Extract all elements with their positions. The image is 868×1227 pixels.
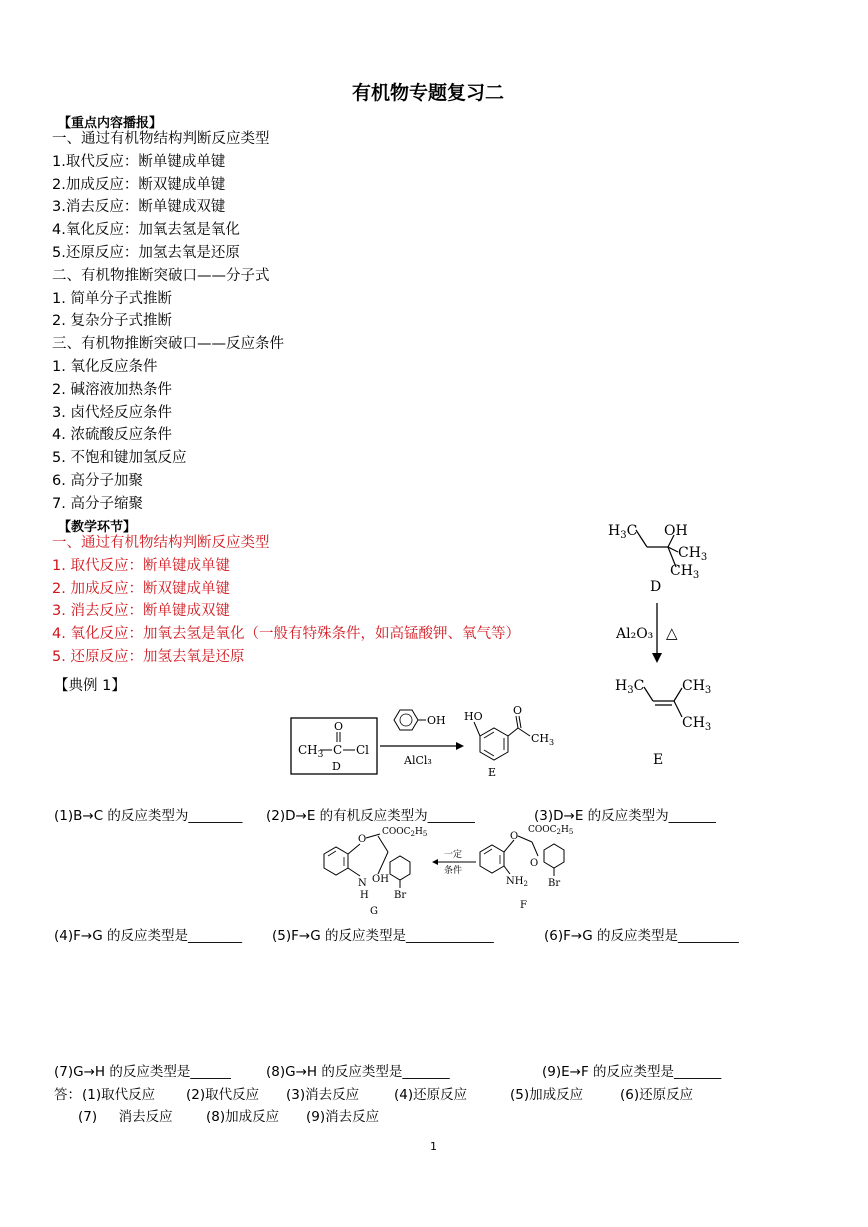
page-number: 1: [430, 1140, 437, 1153]
e-bond: [674, 701, 682, 717]
condition-bottom: 条件: [444, 866, 463, 876]
f-ketone-o-label: O: [530, 858, 539, 869]
condition-heat: △: [666, 624, 678, 642]
answer-3: (3)消去反应: [286, 1087, 360, 1103]
o-label: O: [334, 720, 344, 733]
cl-label: Cl: [356, 743, 370, 757]
teaching-line: 3. 消去反应：断单键成双键: [52, 603, 230, 620]
condition-alcl3: AlCl₃: [404, 754, 432, 767]
teaching-line: 1. 取代反应：断单键成单键: [52, 557, 230, 574]
question-5: (5)F→G 的反应类型是_____________: [272, 928, 494, 944]
g-n-label: N: [358, 878, 367, 889]
product-ch3-label: $CH_3$: [531, 732, 555, 747]
f-ester-label: $COOC_2H_5$: [528, 825, 574, 836]
ch3-label: $CH_3$: [298, 743, 324, 760]
g-br-label: Br: [394, 890, 407, 901]
key-point-line: 三、有机物推断突破口——反应条件: [52, 336, 284, 353]
key-point-line: 1.取代反应：断单键成单键: [52, 153, 226, 170]
condition-al2o3: Al₂O₃: [616, 626, 654, 642]
key-points-list: [52, 129, 284, 517]
teaching-line: 2. 加成反应：断双键成单键: [52, 580, 230, 597]
e-h3c-label: $H_3C$: [615, 678, 645, 696]
question-4: (4)F→G 的反应类型是________: [54, 928, 242, 944]
d-h3c-label: $H_3C$: [608, 523, 638, 541]
d-oh-label: OH: [664, 523, 688, 539]
product-label-e: E: [488, 766, 497, 779]
arrow-head-icon: [432, 859, 438, 865]
reaction-d-to-e-diagram: [600, 515, 720, 775]
c-label: C: [333, 743, 343, 757]
label-e: E: [653, 752, 664, 768]
question-1: (1)B→C 的反应类型为________: [54, 808, 243, 824]
key-point-line: 5. 不饱和键加氢反应: [52, 450, 187, 467]
teaching-list: [52, 533, 520, 670]
answer-6: (6)还原反应: [620, 1087, 694, 1103]
key-point-line: 2. 碱溶液加热条件: [52, 381, 172, 398]
g-oh-label: OH: [372, 874, 389, 885]
key-point-line: 6. 高分子加聚: [52, 472, 143, 489]
teaching-line: 一、通过有机物结构判断反应类型: [52, 535, 270, 551]
key-points-header: 【重点内容播报】: [58, 116, 163, 131]
condition-top: 一定: [444, 850, 463, 860]
key-point-line: 一、通过有机物结构判断反应类型: [52, 131, 270, 147]
key-point-line: 1. 简单分子式推断: [52, 290, 172, 307]
label-d: D: [650, 579, 662, 595]
teaching-line: 5. 还原反应：加氢去氧是还原: [52, 648, 245, 665]
question-8: (8)G→H 的反应类型是_______: [266, 1064, 450, 1080]
answer-2: (2)取代反应: [186, 1087, 260, 1103]
f-o-label: O: [510, 831, 519, 842]
box-label-d: D: [332, 760, 341, 773]
benzene-ring: [394, 710, 418, 730]
example-header: 【典例 1】: [54, 678, 126, 694]
f-nh2-label: $NH_2$: [506, 876, 528, 888]
e-bond: [644, 687, 653, 701]
answer-8: (8)加成反应: [206, 1109, 280, 1125]
product-o-label: O: [513, 704, 523, 717]
f-aryl-ring: [544, 844, 564, 868]
label-f: F: [520, 900, 527, 911]
e-ch3-label: $CH_3$: [682, 678, 712, 696]
reaction-f-to-g-diagram: [318, 822, 588, 918]
answer-9: (9)消去反应: [306, 1109, 380, 1125]
g-o-label: O: [358, 834, 367, 845]
teaching-header: 【教学环节】: [58, 520, 137, 535]
key-point-line: 二、有机物推断突破口——分子式: [52, 267, 270, 284]
answer-5: (5)加成反应: [510, 1087, 584, 1103]
key-point-line: 1. 氧化反应条件: [52, 358, 158, 375]
answer-1: (1)取代反应: [82, 1087, 156, 1103]
key-point-line: 3.消去反应：断单键成双键: [52, 199, 226, 216]
key-point-line: 7. 高分子缩聚: [52, 495, 143, 512]
answer-7: (7) 消去反应: [78, 1109, 173, 1125]
answers-prefix: 答：: [54, 1087, 81, 1103]
question-6: (6)F→G 的反应类型是_________: [544, 928, 739, 944]
d-ch3-label: $CH_3$: [670, 563, 700, 581]
question-3: (3)D→E 的反应类型为_______: [534, 808, 716, 824]
e-ch3-label: $CH_3$: [682, 715, 712, 733]
key-point-line: 2. 复杂分子式推断: [52, 313, 172, 330]
f-br-label: Br: [548, 878, 561, 889]
phenol-oh-label: OH: [427, 714, 446, 727]
e-bond: [674, 688, 682, 701]
g-h-label: H: [360, 890, 369, 901]
key-point-line: 2.加成反应：断双键成单键: [52, 176, 226, 193]
d-ch3-label: $CH_3$: [678, 545, 708, 563]
question-9: (9)E→F 的反应类型是_______: [542, 1064, 722, 1080]
arrow-head-icon: [652, 653, 662, 663]
label-g: G: [370, 906, 378, 917]
teaching-line: 4. 氧化反应：加氧去氢是氧化（一般有特殊条件，如高锰酸钾、氧气等）: [52, 626, 520, 643]
product-ho-label: HO: [464, 710, 483, 723]
key-point-line: 3. 卤代烃反应条件: [52, 404, 172, 421]
arrow-head-icon: [456, 742, 464, 750]
page-title: 有机物专题复习二: [352, 82, 505, 104]
g-ester-label: $COOC_2H_5$: [382, 827, 428, 838]
key-point-line: 4.氧化反应：加氧去氢是氧化: [52, 222, 240, 239]
reaction-1-diagram: [288, 702, 558, 782]
g-aryl-ring: [390, 856, 410, 880]
d-bond: [636, 530, 647, 547]
question-2: (2)D→E 的有机反应类型为_______: [266, 808, 475, 824]
key-point-line: 5.还原反应：加氢去氧是还原: [52, 244, 240, 261]
key-point-line: 4. 浓硫酸反应条件: [52, 427, 172, 444]
answer-4: (4)还原反应: [394, 1087, 468, 1103]
question-7: (7)G→H 的反应类型是______: [54, 1064, 231, 1080]
